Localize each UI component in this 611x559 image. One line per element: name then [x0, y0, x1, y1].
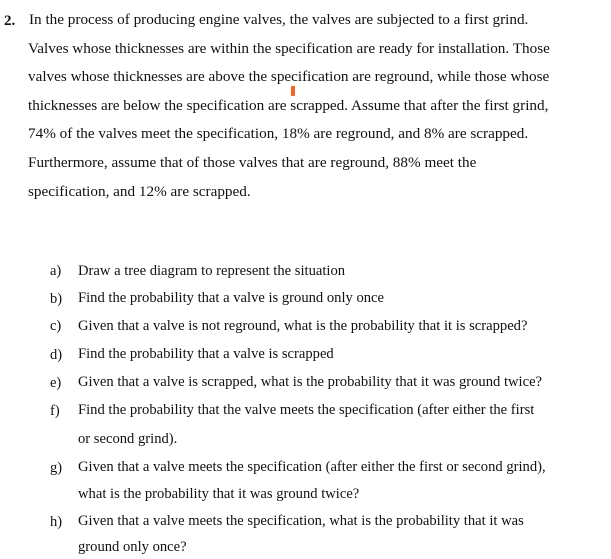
- question-letter: b): [50, 291, 63, 307]
- question-h-text-line-1: Given that a valve meets the specification, what is the probability that it was: [78, 513, 524, 529]
- intro-line: specification, and 12% are scrapped.: [28, 183, 251, 200]
- intro-line: thicknesses are below the specification are scrapped. Assume that after the first grind,: [28, 97, 549, 114]
- question-g-text-line-1: Given that a valve meets the specification (after either the first or second grind),: [78, 459, 546, 475]
- question-letter: g): [50, 460, 63, 476]
- question-c-text: Given that a valve is not reground, what is the probability that it is scrapped?: [78, 318, 528, 334]
- question-a-text: Draw a tree diagram to represent the situation: [78, 263, 346, 279]
- question-letter: a): [50, 263, 62, 279]
- question-g-text-line-2: what is the probability that it was ground twice?: [78, 486, 360, 502]
- question-f-text-line-2: or second grind).: [78, 431, 178, 447]
- intro-line: Valves whose thicknesses are within the specification are ready for installation. Those: [28, 40, 550, 57]
- intro-line: valves whose thicknesses are above the specification are reground, while those whose: [28, 68, 550, 85]
- question-e-text: Given that a valve is scrapped, what is the probability that it was ground twice?: [78, 374, 543, 390]
- question-h-text-line-2: ground only once?: [78, 539, 187, 555]
- question-letter: f): [50, 403, 60, 419]
- question-d-text: Find the probability that a valve is scrapped: [78, 346, 334, 362]
- intro-line: 74% of the valves meet the specification, 18% are reground, and 8% are scrapped.: [28, 125, 529, 142]
- text-cursor-marker: [291, 86, 295, 96]
- problem-number: 2.: [4, 13, 16, 29]
- question-letter: e): [50, 375, 62, 391]
- intro-line: In the process of producing engine valves, the valves are subjected to a first grind.: [29, 11, 529, 28]
- intro-line: Furthermore, assume that of those valves that are reground, 88% meet the: [28, 154, 477, 171]
- question-letter: c): [50, 318, 62, 334]
- question-f-text-line-1: Find the probability that the valve meets the specification (after either the first: [78, 402, 535, 418]
- question-letter: h): [50, 514, 63, 530]
- question-letter: d): [50, 347, 63, 363]
- question-b-text: Find the probability that a valve is ground only once: [78, 290, 385, 306]
